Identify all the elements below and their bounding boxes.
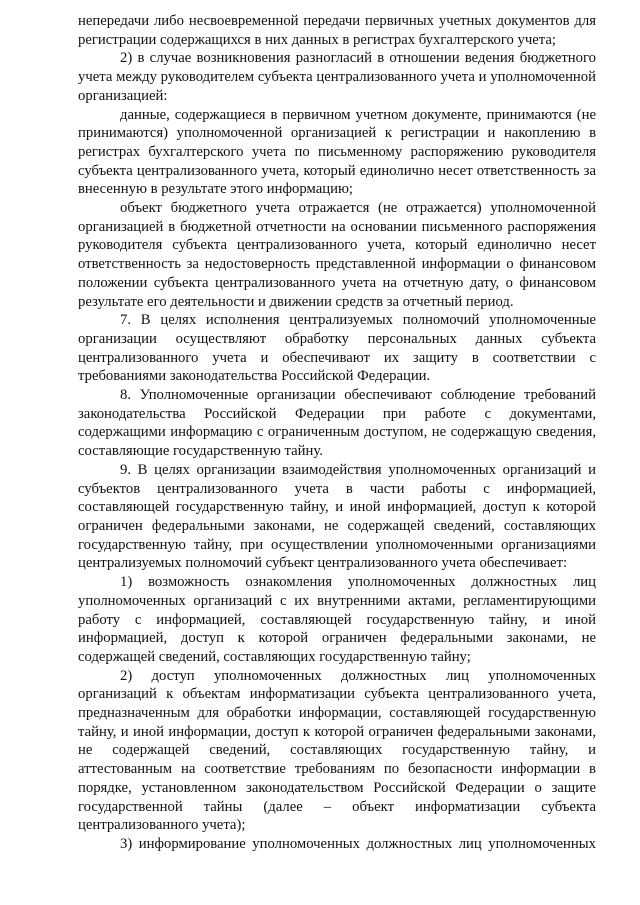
document-page (78, 12, 596, 854)
paragraph-object-reporting: объект бюджетного учета отражается (не отражается) уполномоченной организацией в бюджетной отчетности на основании письменного распоряжения руководителя субъекта централизованного учета, который единолично несет ответственность за недостоверность представленной информации о финансовом положении субъекта централизованного учета на отчетную дату, о финансовом результате его деятельности и движении средств за отчетный период. (78, 200, 596, 310)
paragraph-data-acceptance: данные, содержащиеся в первичном учетном документе, принимаются (не принимаются) уполномоченной организацией к регистрации и накоплению в регистрах бухгалтерского учета по письменному распоряжению руководителя субъекта централизованного учета, который единолично несет ответственность за внесенную в результате этого информацию; (78, 106, 596, 198)
paragraph-section-9: 9. В целях организации взаимодействия уполномоченных организаций и субъектов централизованного учета в части работы с информацией, составляющей государственную тайну, и иной информацией, доступ к которой ограничен федеральными законами, не содержащей сведений, составляющих государственную тайну, при осуществлении уполномоченными организациями централизуемых полномочий субъект централизованного учета обеспечивает: (78, 461, 596, 572)
paragraph-item-2: 2) в случае возникновения разногласий в отношении ведения бюджетного учета между руководителем субъекта централизованного учета и уполномоченной организацией: (78, 50, 596, 104)
paragraph-item-3: 3) информирование уполномоченных должностных лиц уполномоченных (120, 835, 596, 852)
paragraph-item-2-access: 2) доступ уполномоченных должностных лиц уполномоченных организаций к объектам информатизации субъекта централизованного учета, предназначенным для обработки информации, составляющей государственную тайну, и иной информации, доступ к которой ограничен федеральными законами, не содержащей сведений, составляющих государственную тайну, и аттестованным на соответствие требованиям по безопасности информации в порядке, установленном законодательством Российской Федерации о защите государственной тайны (далее – объект информатизации субъекта централизованного учета); (78, 667, 596, 834)
paragraph-item-1: 1) возможность ознакомления уполномоченных должностных лиц уполномоченных организаций с их внутренними актами, регламентирующими работу с информацией, составляющей государственную тайну, и иной информацией, доступ к которой ограничен федеральными законами, не содержащей сведений, составляющих государственную тайну; (78, 574, 596, 665)
paragraph-section-8: 8. Уполномоченные организации обеспечивают соблюдение требований законодательства Российской Федерации при работе с документами, содержащими информацию с ограниченным доступом, не содержащую сведения, составляющие государственную тайну. (78, 387, 596, 460)
paragraph-section-7: 7. В целях исполнения централизуемых полномочий уполномоченные организации осуществляют обработку персональных данных субъекта централизованного учета и обеспечивают их защиту в соответствии с требованиями законодательства Российской Федерации. (78, 312, 596, 385)
paragraph-continuation: непередачи либо несвоевременной передачи первичных учетных документов для регистрации содержащихся в них данных в регистрах бухгалтерского учета; (78, 13, 596, 48)
